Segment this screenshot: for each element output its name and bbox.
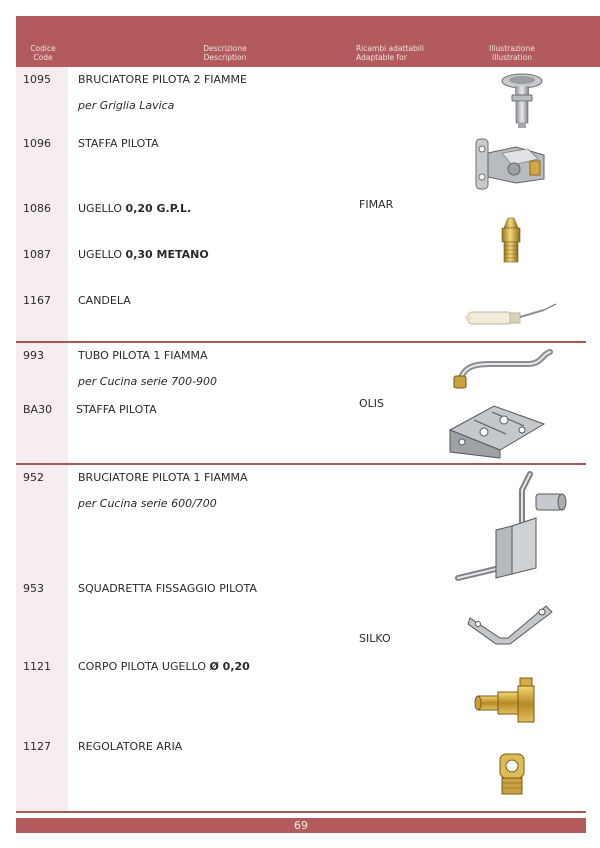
brand-label: FIMAR	[359, 198, 394, 211]
page-number: 69	[294, 819, 308, 832]
part-subtitle: per Cucina serie 700-900	[78, 375, 218, 388]
header-description	[70, 44, 380, 62]
part-code: 1127	[23, 740, 51, 753]
header-ill-it: Illustrazione	[489, 44, 535, 53]
group-separator	[16, 341, 586, 343]
desc-prefix: CORPO PILOTA UGELLO	[78, 660, 210, 673]
part-code: 1167	[23, 294, 51, 307]
pilot-body-icon	[474, 676, 544, 728]
spark-plug-icon	[464, 298, 560, 332]
air-regulator-icon	[494, 750, 530, 798]
header-adapt-it: Ricambi adattabili	[356, 44, 424, 53]
desc-bold: Ø 0,20	[209, 660, 250, 673]
desc-bold: 0,20 G.P.L.	[125, 202, 192, 215]
part-description	[78, 248, 209, 262]
header-ill-en: Illustration	[491, 53, 533, 62]
header-desc-en: Description	[203, 53, 247, 62]
part-code: 1086	[23, 202, 51, 215]
part-description	[78, 202, 191, 216]
header-tab	[584, 40, 600, 67]
part-subtitle: per Griglia Lavica	[78, 99, 175, 112]
nozzle-icon	[498, 216, 524, 266]
part-description: STAFFA PILOTA	[78, 137, 159, 150]
part-description	[78, 660, 250, 674]
part-description: BRUCIATORE PILOTA 1 FIAMMA	[78, 471, 248, 484]
part-code: 952	[23, 471, 44, 484]
part-description: REGOLATORE ARIA	[78, 740, 183, 753]
header-code-it: Codice	[30, 44, 56, 53]
header-desc-it: Descrizione	[203, 44, 247, 53]
part-subtitle: per Cucina serie 600/700	[78, 497, 217, 510]
pilot-bracket-icon	[444, 400, 550, 460]
header-adapt-en: Adaptable for	[356, 53, 407, 62]
pilot-tube-icon	[450, 346, 556, 392]
part-description: BRUCIATORE PILOTA 2 FIAMME	[78, 73, 247, 86]
part-code: 993	[23, 349, 44, 362]
part-description: SQUADRETTA FISSAGGIO PILOTA	[78, 582, 257, 595]
pilot-bracket-icon	[472, 133, 552, 195]
part-code: 1121	[23, 660, 51, 673]
brand-label: OLIS	[359, 397, 385, 410]
code-column-bg	[16, 465, 68, 811]
part-code: 1095	[23, 73, 51, 86]
desc-bold: 0,30 METANO	[125, 248, 209, 261]
part-code: BA30	[23, 403, 53, 416]
header-code	[16, 44, 70, 62]
pilot-burner-tube-icon	[452, 470, 570, 586]
header-adaptable	[356, 44, 436, 62]
header-code-en: Code	[33, 53, 53, 62]
group-separator	[16, 463, 586, 465]
part-code: 1096	[23, 137, 51, 150]
part-code: 953	[23, 582, 44, 595]
part-description: CANDELA	[78, 294, 131, 307]
part-description: STAFFA PILOTA	[76, 403, 157, 416]
part-code: 1087	[23, 248, 51, 261]
brand-label: SILKO	[359, 632, 391, 645]
header-illustration	[440, 44, 584, 62]
desc-prefix: UGELLO	[78, 202, 126, 215]
pilot-burner-icon	[498, 72, 546, 130]
part-description: TUBO PILOTA 1 FIAMMA	[78, 349, 208, 362]
desc-prefix: UGELLO	[78, 248, 126, 261]
group-separator	[16, 811, 586, 813]
fixing-bracket-icon	[466, 598, 556, 650]
